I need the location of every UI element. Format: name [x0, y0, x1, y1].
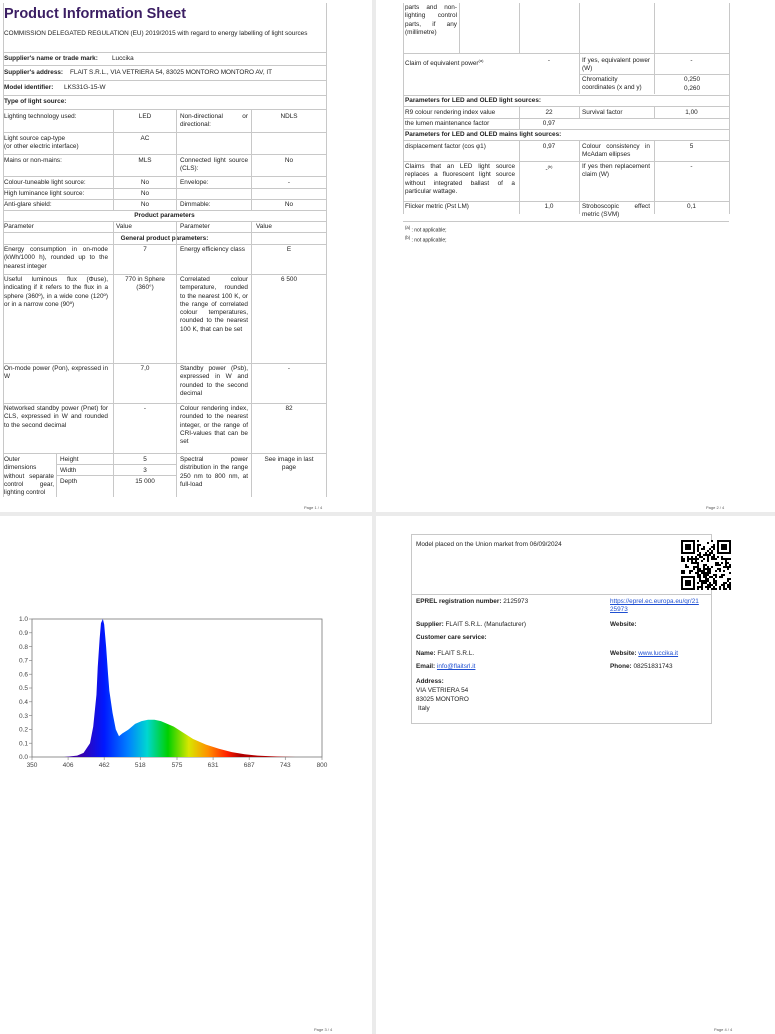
page-3	[0, 516, 372, 1034]
footnote-a-mark: (a)	[405, 225, 411, 230]
y-tick-label: 0.7	[18, 657, 28, 665]
tuneable-value: No	[140, 179, 150, 186]
cct-label: Correlated colour temperature, rounded to the nearest 100 K, or the range of correlated colour temperatures, rounded to the nearest 100 K, that can be set	[180, 276, 248, 333]
email-link[interactable]: info@flaitsrl.it	[436, 663, 476, 670]
lighting-tech-value: LED	[138, 113, 152, 120]
y-tick-label: 0.5	[18, 685, 28, 693]
page-number: Page 3 / 4	[314, 1027, 333, 1032]
x-tick-label: 406	[62, 762, 74, 769]
flicker-label: Flicker metric (Pst LM)	[405, 203, 469, 210]
name-value: FLAIT S.R.L.	[437, 650, 475, 657]
onmode-value: 7,0	[140, 365, 150, 372]
website-label: Website:	[610, 621, 637, 628]
energy-label: Energy consumption in on-mode (kWh/1000 h), rounded up to the nearest integer	[4, 246, 108, 270]
supplier-address-label: Supplier's address:	[4, 69, 64, 76]
onmode-label: On-mode power (Pon), expressed in W	[4, 365, 108, 381]
footnote-b-mark: (b)	[405, 235, 411, 240]
y-tick-label: 0.1	[18, 740, 28, 748]
flux-value: 770 in Sphere (360°)	[125, 276, 165, 292]
colour-consistency-label: Colour consistency in McAdam ellipses	[582, 143, 650, 159]
website2-label: Website:	[610, 650, 637, 657]
regulation-text: COMMISSION DELEGATED REGULATION (EU) 2019/2015 with regard to energy labelling of light sources	[4, 30, 308, 37]
qr-code-icon[interactable]	[681, 540, 731, 590]
connected-value: No	[284, 157, 294, 164]
colour-consistency-value: 5	[689, 143, 694, 150]
mains-params-header: Parameters for LED and OLED mains light sources:	[405, 131, 562, 138]
spectral-power-chart	[10, 613, 334, 773]
page-2	[376, 0, 775, 512]
address-label: Address:	[416, 678, 444, 685]
networked-standby-value: -	[143, 405, 147, 412]
y-tick-label: 0.0	[18, 754, 28, 762]
height-value: 5	[143, 456, 147, 463]
page-1	[0, 0, 372, 512]
outer-dims-continued: parts and non-lighting control parts, if any (millimetre)	[405, 4, 457, 36]
supplier-name: Luccika	[112, 55, 134, 62]
nondirectional-label: Non-directional or directional:	[180, 113, 248, 129]
address-line-3: Italy	[418, 705, 430, 712]
standby-value: -	[287, 365, 291, 372]
networked-standby-label: Networked standby power (Pnet) for CLS, expressed in W and rounded to the second decimal	[4, 405, 108, 429]
x-tick-label: 518	[134, 762, 146, 769]
page-title: Product Information Sheet	[4, 6, 187, 22]
address-line-1: VIA VETRIERA 54	[416, 687, 469, 694]
x-tick-label: 631	[207, 762, 219, 769]
cri-label: Colour rendering index, rounded to the nearest integer, or the range of CRI-values that can be set	[180, 405, 248, 446]
displacement-label: displacement factor (cos φ1)	[405, 143, 486, 150]
high-luminance-value: No	[140, 190, 150, 197]
r9-label: R9 colour rendering index value	[405, 109, 496, 116]
supplier-label: Supplier:	[416, 621, 444, 628]
stroboscopic-value: 0,1	[687, 203, 696, 210]
flux-label: Useful luminous flux (Φuse), indicating if it refers to the flux in a sphere (360º), in a wide cone (120º) or in a narrow cone (90º)	[4, 276, 108, 308]
y-tick-label: 0.9	[18, 630, 28, 637]
equivalent-power-value: -	[690, 57, 693, 64]
x-tick-label: 743	[279, 762, 291, 769]
col-parameter: Parameter	[4, 223, 34, 230]
fluorescent-claim-label: Claims that an LED light source replaces a fluorescent light source without integrated ballast of a particular wattage.	[405, 163, 515, 195]
energy-value: 7	[143, 246, 147, 253]
market-placed-text: Model placed on the Union market from 06/09/2024	[416, 541, 562, 548]
depth-value: 15 000	[135, 478, 155, 485]
cap-type-label: Light source cap-type (or other electric interface)	[4, 135, 79, 151]
x-tick-label: 800	[316, 762, 328, 769]
col-value-2: Value	[256, 223, 272, 230]
footnote-a: : not applicable;	[411, 227, 447, 234]
fluorescent-claim-value: -	[545, 166, 548, 174]
cap-type-value: AC	[140, 135, 150, 142]
general-params-header: General product parameters:	[120, 235, 209, 242]
spd-label: Spectral power distribution in the range 250 nm to 800 nm, at full-load	[180, 456, 248, 488]
nondirectional-value: NDLS	[280, 113, 298, 120]
x-tick-label: 462	[98, 762, 110, 769]
energy-class-label: Energy efficiency class	[180, 246, 245, 253]
cct-value: 6 500	[281, 276, 297, 283]
customer-care-label: Customer care service:	[416, 634, 487, 641]
lighting-tech-label: Lighting technology used:	[4, 113, 77, 120]
width-label: Width	[60, 467, 77, 474]
mains-value: MLS	[138, 157, 152, 164]
name-label: Name:	[416, 650, 436, 657]
outer-dimensions-label: Outer dimensions without separate control gear, lighting control	[4, 456, 54, 497]
supplier-name-label: Supplier's name or trade mark:	[4, 55, 98, 62]
mains-label: Mains or non-mains:	[4, 157, 62, 164]
phone-value: 08251831743	[633, 663, 673, 670]
equivalent-power-label: If yes, equivalent power (W)	[582, 57, 650, 73]
x-tick-label: 575	[171, 762, 183, 769]
r9-value: 22	[545, 109, 553, 116]
width-value: 3	[143, 467, 147, 474]
spectrum-area	[51, 619, 309, 757]
flicker-value: 1,0	[544, 203, 554, 210]
y-tick-label: 1.0	[18, 616, 28, 624]
chromaticity-label: Chromaticity coordinates (x and y)	[582, 76, 642, 92]
envelope-value: -	[287, 179, 291, 186]
tuneable-label: Colour-tuneable light source:	[4, 179, 86, 186]
page-number: Page 4 / 4	[714, 1027, 733, 1032]
website-link[interactable]: www.luccika.it	[638, 650, 679, 657]
depth-label: Depth	[60, 478, 78, 485]
stroboscopic-label: Stroboscopic effect metric (SVM)	[582, 203, 650, 219]
model-label: Model identifier:	[4, 84, 54, 91]
connected-label: Connected light source (CLS):	[180, 157, 248, 173]
dimmable-value: No	[284, 201, 294, 208]
eprel-link[interactable]: https://eprel.ec.europa.eu/qr/2125973	[610, 598, 699, 614]
y-tick-label: 0.3	[18, 712, 28, 720]
equivalent-power-claim-value: -	[547, 57, 551, 64]
chromaticity-x: 0,250	[684, 76, 700, 83]
y-tick-label: 0.8	[18, 643, 28, 651]
cri-value: 82	[285, 405, 293, 412]
y-tick-label: 0.4	[18, 699, 28, 706]
replacement-claim-value: -	[690, 163, 693, 170]
spd-value: See image in last page	[264, 456, 314, 472]
col-value: Value	[116, 223, 132, 230]
model-identifier: LKS31G-15-W	[64, 84, 106, 91]
replacement-claim-label: If yes then replacement claim (W)	[582, 163, 650, 179]
survival-value: 1,00	[685, 109, 698, 116]
energy-class-value: E	[286, 246, 292, 253]
height-label: Height	[60, 456, 79, 463]
page-number: Page 1 / 4	[304, 505, 323, 510]
x-tick-label: 350	[26, 762, 38, 769]
dimmable-label: Dimmable:	[180, 201, 211, 208]
footnote-b: : not applicable;	[411, 237, 447, 244]
eprel-label: EPREL registration number:	[416, 598, 502, 605]
phone-label: Phone:	[610, 663, 632, 670]
page-4	[376, 516, 775, 1034]
standby-label: Standby power (Psb), expressed in W and rounded to the second decimal	[180, 365, 248, 397]
antiglare-label: Anti-glare shield:	[4, 201, 52, 208]
displacement-value: 0,97	[542, 143, 556, 150]
chromaticity-y: 0,260	[684, 85, 700, 92]
supplier-value: FLAIT S.R.L. (Manufacturer)	[445, 621, 526, 628]
survival-label: Survival factor	[582, 109, 623, 116]
equivalent-power-claim-label: Claim of equivalent power	[405, 60, 479, 68]
led-params-header: Parameters for LED and OLED light sources:	[405, 97, 542, 104]
email-label: Email:	[416, 663, 436, 670]
product-params-header: Product parameters	[134, 212, 195, 219]
y-tick-label: 0.6	[18, 671, 28, 679]
envelope-label: Envelope:	[180, 179, 209, 186]
lumen-maintenance-label: the lumen maintenance factor	[405, 120, 490, 127]
high-luminance-label: High luminance light source:	[4, 190, 85, 197]
page-number: Page 2 / 4	[706, 505, 725, 510]
footnote-b-ref: (b)	[547, 164, 553, 169]
antiglare-value: No	[140, 201, 150, 208]
supplier-address: FLAIT S.R.L., VIA VETRIERA 54, 83025 MONTORO MONTORO AV, IT	[70, 69, 273, 76]
type-header: Type of light source:	[4, 98, 67, 105]
eprel-number: 2125973	[503, 598, 529, 605]
footnote-a-ref: (a)	[478, 58, 484, 63]
y-tick-label: 0.2	[18, 726, 28, 734]
col-parameter-2: Parameter	[180, 223, 210, 230]
lumen-maintenance-value: 0,97	[542, 120, 556, 127]
address-line-2: 83025 MONTORO	[416, 696, 469, 703]
x-tick-label: 687	[243, 762, 255, 769]
